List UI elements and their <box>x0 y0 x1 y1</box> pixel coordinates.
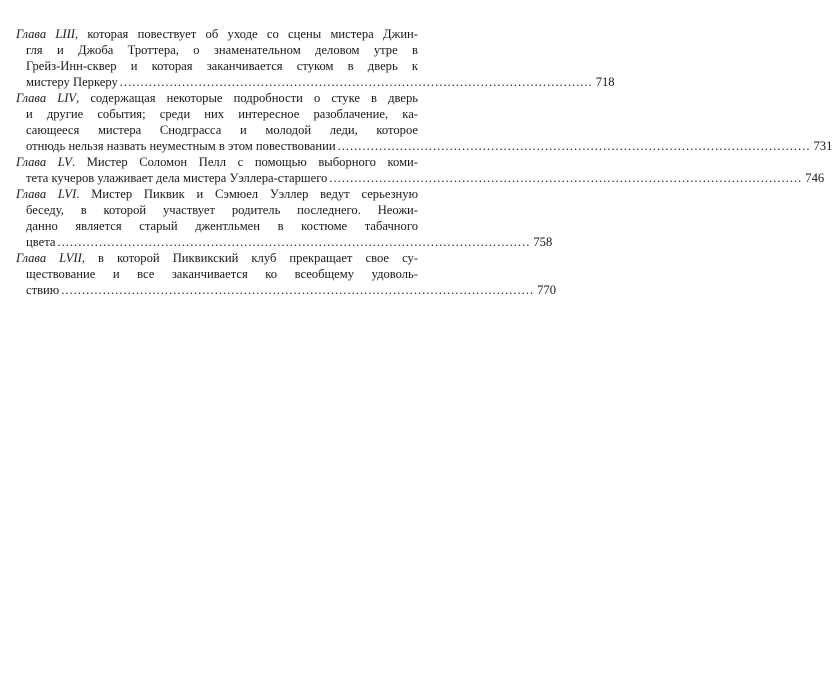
entry-text: , в которой Пиквикский клуб прекращает свое су- <box>81 251 418 265</box>
toc-entry-liii <box>16 26 615 90</box>
toc-entry-lv <box>16 154 825 186</box>
chapter-label: Глава LV <box>16 155 72 169</box>
toc-entry-last-line <box>16 282 557 298</box>
page-number: 746 <box>805 171 825 185</box>
toc-entry-lvi <box>16 186 553 250</box>
toc-entry-line: ществование и все заканчивается ко всеобщему удоволь- <box>26 267 418 281</box>
page-number: 731 <box>813 139 832 153</box>
toc-entry-line: гля и Джоба Троттера, о знаменательном деловом утре в <box>26 43 418 57</box>
dot-leader: .................................................................................................................. <box>57 235 531 249</box>
entry-text: мистеру Перкеру <box>26 75 118 89</box>
entry-text: тета кучеров улаживает дела мистера Уэллера-старшего <box>26 171 328 185</box>
entry-text: . Мистер Соломон Пелл с помощью выборного коми- <box>71 155 418 169</box>
dot-leader: .................................................................................................................. <box>61 283 535 297</box>
toc-entry-line <box>16 26 418 42</box>
entry-text: , содержащая некоторые подробности о стуке в дверь <box>76 91 418 105</box>
toc-entry-lvii <box>16 250 557 298</box>
toc-entry-line <box>16 250 418 266</box>
dot-leader: .................................................................................................................. <box>337 139 811 153</box>
toc-entry-line: беседу, в которой участвует родитель последнего. Неожи- <box>26 203 418 217</box>
entry-text: отнюдь нельзя назвать неуместным в этом повествовании <box>26 139 336 153</box>
toc-entry-line: и другие события; среди них интересное разоблачение, ка- <box>26 107 418 121</box>
toc-entry-liv <box>16 90 832 154</box>
entry-text: , которая повествует об уходе со сцены мистера Джин- <box>74 27 418 41</box>
page-number: 758 <box>533 235 553 249</box>
toc-entry-line <box>16 154 418 170</box>
toc-entry-last-line <box>16 170 825 186</box>
dot-leader: .................................................................................................................. <box>119 75 593 89</box>
entry-text: цвета <box>26 235 56 249</box>
toc-entry-line <box>16 186 418 202</box>
chapter-label: Глава LVI <box>16 187 77 201</box>
chapter-label: Глава LIII <box>16 27 75 41</box>
chapter-label: Глава LIV <box>16 91 77 105</box>
entry-text: ствию <box>26 283 60 297</box>
dot-leader: .................................................................................................................. <box>329 171 803 185</box>
table-of-contents <box>16 26 832 298</box>
page-number: 718 <box>595 75 615 89</box>
toc-entry-last-line <box>16 74 615 90</box>
page-number: 770 <box>537 283 557 297</box>
toc-entry-last-line <box>16 234 553 250</box>
chapter-label: Глава LVII <box>16 251 82 265</box>
toc-entry-line: Грейз-Инн-сквер и которая заканчивается стуком в дверь к <box>26 59 418 73</box>
toc-entry-line: данно является старый джентльмен в костюме табачного <box>26 219 418 233</box>
toc-entry-last-line <box>16 138 832 154</box>
entry-text: . Мистер Пиквик и Сэмюел Уэллер ведут серьезную <box>76 187 418 201</box>
toc-entry-line: сающееся мистера Снодграсса и молодой леди, которое <box>26 123 418 137</box>
toc-entry-line <box>16 90 418 106</box>
